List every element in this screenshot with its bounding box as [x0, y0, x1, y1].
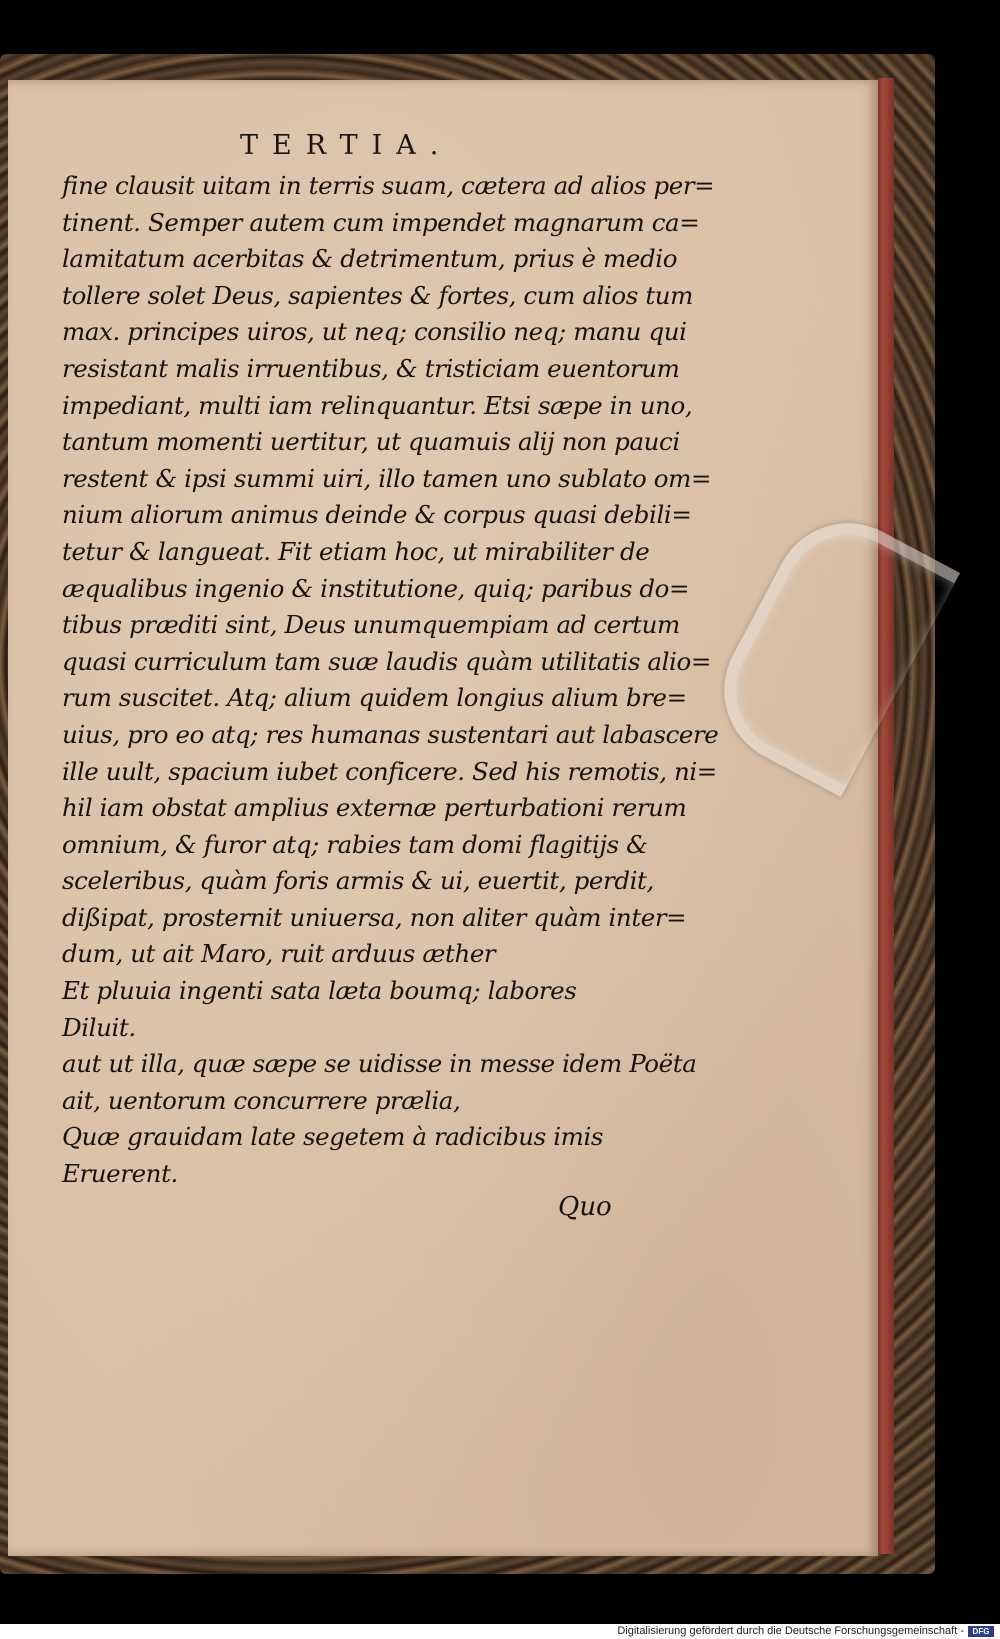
text-line: quasi curriculum tam suæ laudis quàm utilitatis alio=	[62, 646, 711, 676]
text-line: tantum momenti uertitur, ut quamuis alij non pauci	[62, 427, 680, 457]
text-line: resistant malis irruentibus, & tristiciam euentorum	[62, 353, 680, 383]
text-line: nium aliorum animus deinde & corpus quasi debili=	[62, 500, 692, 530]
text-line: dißipat, prosternit uniuersa, non aliter quàm inter=	[62, 902, 687, 932]
text-line: dum, ut ait Maro, ruit arduus æther	[62, 939, 496, 969]
body-text	[62, 168, 719, 1193]
catchword: Quo	[558, 1192, 612, 1222]
text-line: hil iam obstat amplius externæ perturbationi rerum	[62, 793, 687, 823]
text-line: fine clausit uitam in terris suam, cætera ad alios per=	[62, 171, 715, 200]
verse-line: Et pluuia ingenti sata læta boumq; labores	[62, 976, 577, 1006]
text-line: rum suscitet. Atq; alium quidem longius alium bre=	[62, 683, 687, 713]
text-line: tinent. Semper autem cum impendet magnarum ca=	[62, 207, 700, 237]
page-edge	[876, 78, 894, 1554]
verse-line: Diluit.	[62, 1012, 136, 1042]
running-head: TERTIA.	[240, 130, 453, 161]
text-line: restent & ipsi summi uiri, illo tamen uno sublato om=	[62, 463, 712, 493]
text-line: tetur & langueat. Fit etiam hoc, ut mirabiliter de	[62, 536, 650, 566]
verse-line: Quæ grauidam late segetem à radicibus imis	[62, 1122, 604, 1152]
text-line: sceleribus, quàm foris armis & ui, euertit, perdit,	[62, 866, 654, 896]
text-line: lamitatum acerbitas & detrimentum, prius è medio	[62, 244, 678, 274]
text-line: aut ut illa, quæ sæpe se uidisse in messe idem Poëta	[62, 1049, 697, 1079]
text-line: max. principes uiros, ut neq; consilio neq; manu qui	[62, 317, 687, 347]
text-line: omnium, & furor atq; rabies tam domi flagitijs &	[62, 829, 648, 859]
text-line: tollere solet Deus, sapientes & fortes, cum alios tum	[62, 280, 693, 310]
text-line: uius, pro eo atq; res humanas sustentari aut labascere	[62, 719, 719, 749]
text-line: impediant, multi iam relinquantur. Etsi sæpe in uno,	[62, 390, 693, 420]
text-line: æqualibus ingenio & institutione, quiq; paribus do=	[62, 573, 690, 603]
footer-credit: Digitalisierung gefördert durch die Deutsche Forschungsgemeinschaft -	[617, 1625, 964, 1637]
text-line: tibus præditi sint, Deus unumquempiam ad certum	[62, 610, 680, 640]
text-line: ait, uentorum concurrere prælia,	[62, 1085, 461, 1115]
digitization-footer	[0, 1624, 1000, 1639]
dfg-logo: DFG	[968, 1626, 994, 1637]
verse-line: Eruerent.	[62, 1159, 178, 1189]
text-line: ille uult, spacium iubet conficere. Sed his remotis, ni=	[62, 756, 717, 786]
